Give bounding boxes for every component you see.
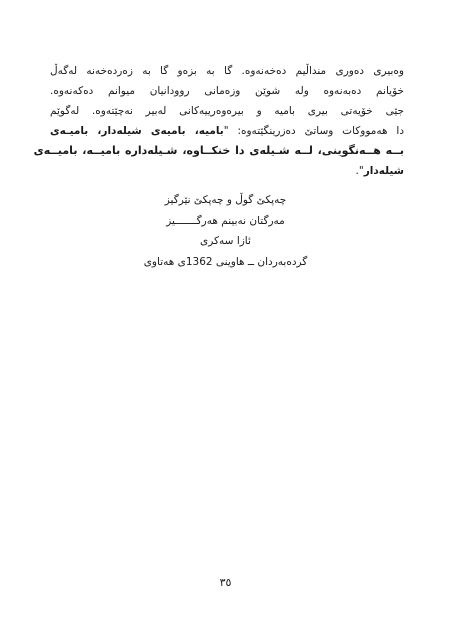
paragraph-line-6-bold: شیلەدار [363,165,404,177]
paragraph-line-1-text: وەبیری دەوری منداڵیم دەخەنەوە. گا بە بزەو گا بە زەردەخەنە لەگەڵ [50,65,404,77]
poem-verse-1: چەپکێ گوڵ و چەپکێ نێرگیز [164,194,287,206]
paragraph-line-3 [50,101,404,121]
paragraph-line-4-bold: بامیە، بامیەی شیلەدار، بامیـەی [50,125,224,137]
poem-author: ئازا سەکری [200,235,251,247]
poem-verse-2: مەرگتان نەبینم هەرگـــــــیز [166,214,285,227]
paragraph-line-4-plain: دا هەمووکات وساتێ دەزرینگێتەوە: " [223,125,405,137]
paragraph-line-6 [50,161,404,181]
body-paragraph [33,61,405,181]
paragraph-line-3-text: جێی خۆیەتی بیری بامیە و بیرەوەرییەکانی لەبیر نەچێتەوە. لەگوێم [50,105,404,117]
paragraph-line-6-end: ". [355,165,364,177]
paragraph-line-5-bold: بــە هــەنگوینی، لــە شـیلەی دا خنکــاوە، شـیلەدارە بامیــە، بامیــەی [33,144,404,157]
page-number: ٣٥ [219,576,232,589]
poem-date-place: گردەبەردان ــ هاوینی 1362ی هەتاوی [143,255,308,268]
paragraph-line-2-text: خۆیانم دەبەنەوە ولە شوێن وزەمانی روودانیان میوانم دەکەنەوە. [50,85,404,97]
paragraph-line-5 [33,141,404,161]
paragraph-line-4 [50,121,404,141]
poem-block [0,190,451,272]
paragraph-line-1 [50,61,404,81]
paragraph-line-2 [50,81,404,101]
